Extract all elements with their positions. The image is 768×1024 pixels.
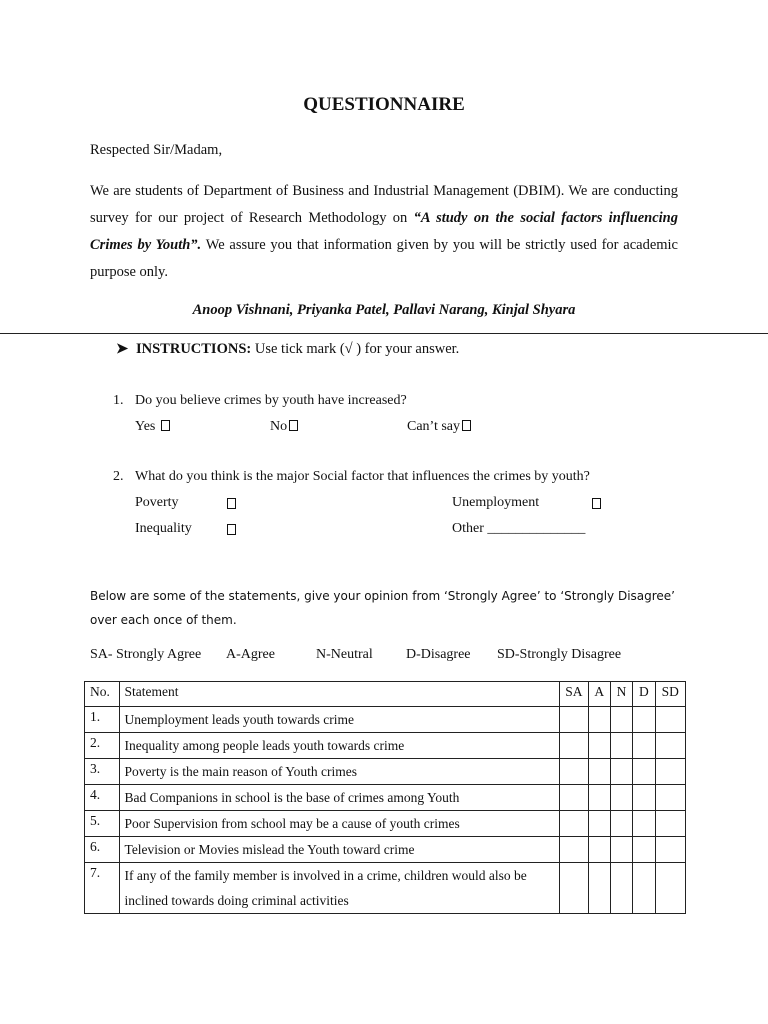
- header-sa: SA: [560, 682, 588, 707]
- cell-n[interactable]: [610, 785, 632, 811]
- cell-n[interactable]: [610, 707, 632, 733]
- cell-a[interactable]: [588, 837, 610, 863]
- statement-text: Poverty is the main reason of Youth crimes: [119, 759, 560, 785]
- cell-n[interactable]: [610, 837, 632, 863]
- divider: [0, 333, 768, 334]
- cell-d[interactable]: [633, 863, 655, 914]
- cell-sd[interactable]: [655, 837, 685, 863]
- q2-option-poverty[interactable]: [135, 495, 179, 511]
- cell-sa[interactable]: [560, 707, 588, 733]
- cell-sa[interactable]: [560, 863, 588, 914]
- q2-option-inequality[interactable]: [135, 521, 192, 537]
- cell-a[interactable]: [588, 811, 610, 837]
- statement-text: Inequality among people leads youth towards crime: [119, 733, 560, 759]
- header-n: N: [610, 682, 632, 707]
- header-sd: SD: [655, 682, 685, 707]
- row-number: 5.: [85, 811, 120, 837]
- question-number: 2.: [113, 469, 124, 484]
- cell-a[interactable]: [588, 785, 610, 811]
- project-title: “A study on the social factors influencing Crimes by Youth”.: [90, 210, 678, 253]
- cell-sa[interactable]: [560, 785, 588, 811]
- row-number: 6.: [85, 837, 120, 863]
- question-1: [113, 393, 407, 409]
- statements-intro: Below are some of the statements, give your opinion from ‘Strongly Agree’ to ‘Strongly Disagree’ over each once of them.: [90, 589, 675, 627]
- statement-text: Unemployment leads youth towards crime: [119, 707, 560, 733]
- table-row: [85, 707, 686, 733]
- cell-sa[interactable]: [560, 811, 588, 837]
- checkbox[interactable]: [227, 498, 236, 509]
- cell-sd[interactable]: [655, 811, 685, 837]
- question-text: What do you think is the major Social factor that influences the crimes by youth?: [135, 469, 590, 484]
- statement-text: Poor Supervision from school may be a cause of youth crimes: [119, 811, 560, 837]
- option-label: Inequality: [135, 521, 192, 536]
- option-label: No: [270, 419, 288, 434]
- row-number: 3.: [85, 759, 120, 785]
- intro-part2: We assure you that information given by you will be strictly used for academic purpose only.: [90, 237, 678, 280]
- header-d: D: [633, 682, 655, 707]
- question-text: Do you believe crimes by youth have increased?: [135, 393, 407, 408]
- table-row: [85, 837, 686, 863]
- q1-option-no[interactable]: [270, 419, 298, 435]
- option-label: Can’t say: [407, 419, 461, 434]
- row-number: 7.: [85, 863, 120, 914]
- intro-part1: We are students of Department of Business and Industrial Management (DBIM). We are conducting survey for our project of Research Methodology on: [90, 183, 678, 226]
- cell-n[interactable]: [610, 759, 632, 785]
- table-row: [85, 759, 686, 785]
- header-statement: Statement: [119, 682, 560, 707]
- cell-sd[interactable]: [655, 707, 685, 733]
- checkbox[interactable]: [289, 420, 298, 431]
- cell-a[interactable]: [588, 759, 610, 785]
- legend-sd: SD-Strongly Disagree: [497, 647, 622, 662]
- table-row: [85, 733, 686, 759]
- cell-sd[interactable]: [655, 863, 685, 914]
- cell-a[interactable]: [588, 707, 610, 733]
- cell-n[interactable]: [610, 733, 632, 759]
- page-title: QUESTIONNAIRE: [303, 94, 465, 115]
- header-a: A: [588, 682, 610, 707]
- checkbox[interactable]: [161, 420, 170, 431]
- table-header-row: [85, 682, 686, 707]
- cell-a[interactable]: [588, 733, 610, 759]
- row-number: 4.: [85, 785, 120, 811]
- legend-a: A-Agree: [226, 647, 275, 662]
- statement-text: Television or Movies mislead the Youth toward crime: [119, 837, 560, 863]
- q2-option-unemployment[interactable]: [452, 495, 539, 511]
- question-number: 1.: [113, 393, 124, 408]
- option-label: Yes: [135, 419, 156, 434]
- arrow-bullet-icon: ➤: [116, 341, 129, 357]
- cell-n[interactable]: [610, 811, 632, 837]
- row-number: 2.: [85, 733, 120, 759]
- checkbox[interactable]: [592, 498, 601, 509]
- legend-d: D-Disagree: [406, 647, 471, 662]
- question-2: [113, 469, 590, 485]
- table-row: [85, 811, 686, 837]
- cell-sa[interactable]: [560, 837, 588, 863]
- instructions: [116, 341, 459, 358]
- q2-option-other[interactable]: [452, 521, 585, 537]
- salutation: Respected Sir/Madam,: [90, 142, 223, 158]
- option-label: Unemployment: [452, 495, 540, 510]
- cell-d[interactable]: [633, 785, 655, 811]
- cell-d[interactable]: [633, 707, 655, 733]
- header-no: No.: [85, 682, 120, 707]
- option-label: Other ______________: [452, 521, 586, 536]
- row-number: 1.: [85, 707, 120, 733]
- cell-sd[interactable]: [655, 785, 685, 811]
- cell-d[interactable]: [633, 837, 655, 863]
- cell-n[interactable]: [610, 863, 632, 914]
- cell-sd[interactable]: [655, 733, 685, 759]
- instructions-text: Use tick mark (√ ) for your answer.: [251, 341, 460, 357]
- cell-sd[interactable]: [655, 759, 685, 785]
- q1-option-yes[interactable]: [135, 419, 170, 435]
- statement-text: Bad Companions in school is the base of crimes among Youth: [119, 785, 560, 811]
- cell-sa[interactable]: [560, 733, 588, 759]
- intro-paragraph: [90, 178, 678, 286]
- cell-d[interactable]: [633, 759, 655, 785]
- checkbox[interactable]: [462, 420, 471, 431]
- instructions-label: INSTRUCTIONS:: [136, 341, 252, 357]
- q1-option-cant-say[interactable]: [407, 419, 471, 435]
- cell-d[interactable]: [633, 733, 655, 759]
- legend-sa: SA- Strongly Agree: [90, 647, 202, 662]
- statements-table: [84, 681, 686, 914]
- authors: Anoop Vishnani, Priyanka Patel, Pallavi Narang, Kinjal Shyara: [192, 302, 576, 318]
- legend-n: N-Neutral: [316, 647, 373, 662]
- cell-a[interactable]: [588, 863, 610, 914]
- cell-sa[interactable]: [560, 759, 588, 785]
- option-label: Poverty: [135, 495, 179, 510]
- checkbox[interactable]: [227, 524, 236, 535]
- cell-d[interactable]: [633, 811, 655, 837]
- statement-text: If any of the family member is involved in a crime, children would also be inclined towards doing criminal activities: [119, 863, 560, 914]
- table-row: [85, 863, 686, 914]
- table-row: [85, 785, 686, 811]
